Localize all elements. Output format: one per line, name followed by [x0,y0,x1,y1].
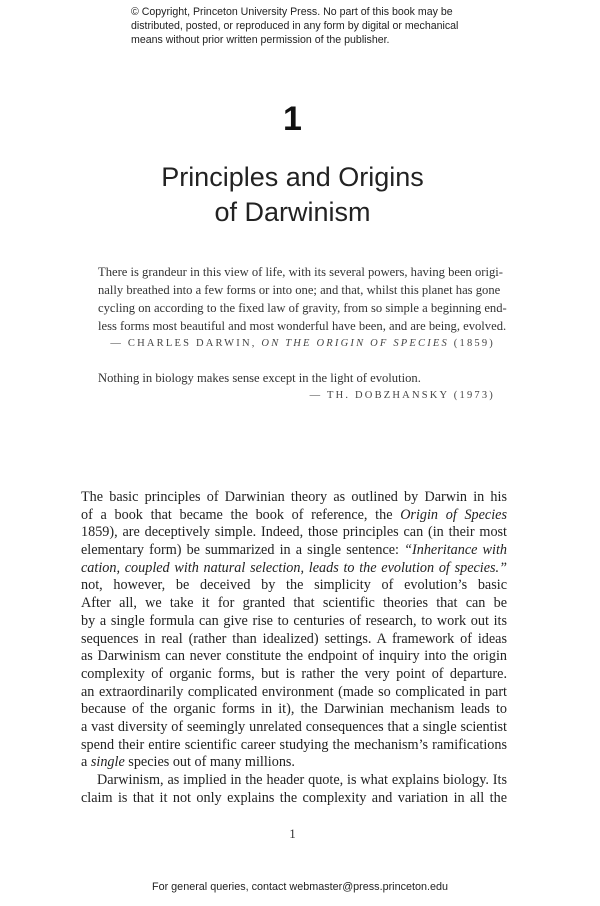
body-line [81,595,507,613]
body-line [81,719,507,737]
text-segment: Darwinism, as implied in the header quote, is what explains biology. Its [97,772,507,788]
italic-text: Origin of Species [400,506,507,523]
text-segment: a [81,754,91,771]
body-line [81,524,507,542]
epigraph-line: cycling on according to the fixed law of gravity, from so simple a beginning end- [98,301,507,315]
attribution-year: (1973) [448,390,495,401]
chapter-title-line: Principles and Origins [161,162,424,192]
attribution-year: (1859) [448,338,495,349]
chapter-title [0,160,585,230]
attribution-author: — TH. DOBZHANSKY [309,390,449,401]
body-line [81,648,507,666]
body-line [81,613,507,631]
epigraph-attribution [98,387,495,405]
footer-contact: For general queries, contact webmaster@press.princeton.edu [151,881,449,893]
attribution-work: ON THE ORIGIN OF SPECIES [261,338,449,349]
epigraph-dobzhansky [98,369,495,405]
text-segment: because of the organic forms in it), the Darwinian mechanism leads to [81,701,507,718]
body-line [81,577,507,595]
epigraph-line: Nothing in biology makes sense except in the light of evolution. [98,371,421,385]
body-line [81,542,507,560]
epigraph-line: nally breathed into a few forms or into one; and that, whilst this planet has gone [98,283,501,297]
text-segment: 1859), are deceptively simple. Indeed, those principles can (in their most [81,524,507,541]
text-segment: an extraordinarily complicated environment (made so complicated in part [81,683,507,700]
copyright-line: © Copyright, Princeton University Press. No part of this book may be [131,6,453,18]
text-segment: elementary form) be summarized in a single sentence: [81,542,405,559]
chapter-number: 1 [283,100,302,138]
text-segment: The basic principles of Darwinian theory as outlined by Darwin in his [81,489,507,505]
text-segment: complexity of organic forms, but is rather the very point of departure. [81,665,507,682]
italic-text: cation, coupled with natural selection, leads to the evolution of species.” [81,559,507,576]
body-line [81,631,507,649]
body-line [81,489,507,507]
text-segment: of a book that became the book of reference, the [81,506,401,523]
body-text [81,489,507,807]
text-segment: species out of many millions. [124,754,295,771]
body-line [81,684,507,702]
body-line [81,560,507,578]
body-line [81,754,507,772]
epigraph-darwin [98,263,507,353]
epigraph-line: less forms most beautiful and most wonderful have been, and are being, evolved. [98,319,507,333]
italic-text: “Inheritance with [404,542,507,559]
page-number: 1 [289,826,296,841]
body-line [81,790,507,808]
body-line [81,701,507,719]
text-segment: claim is that it not only explains the complexity and variation in all the [81,789,507,806]
epigraph-line: There is grandeur in this view of life, with its several powers, having been origi- [98,265,503,279]
italic-text: single [90,754,125,771]
text-segment: not, however, be deceived by the simplicity of evolution’s basic [81,577,507,594]
body-line [81,507,507,525]
text-segment: spend their entire scientific career studying the mechanism’s ramifications [81,736,507,753]
text-segment: a vast diversity of seemingly unrelated consequences that a single scientist [81,718,507,735]
text-segment: as Darwinism can never constitute the endpoint of inquiry into the origin [81,648,507,665]
chapter-title-line: of Darwinism [214,197,371,227]
copyright-notice [131,5,491,47]
copyright-line: means without prior written permission of the publisher. [131,34,390,46]
text-segment: After all, we take it for granted that scientific theories that can be [81,595,507,612]
text-segment: by a single formula can give rise to centuries of research, to work out its [81,612,507,629]
body-line [81,666,507,684]
text-segment: sequences in real (rather than idealized) settings. A framework of ideas [81,630,507,647]
copyright-line: distributed, posted, or reproduced in any form by digital or mechanical [131,20,459,32]
epigraph-attribution [98,335,495,353]
body-line [81,772,507,790]
attribution-author: — CHARLES DARWIN, [110,338,262,349]
body-line [81,737,507,755]
